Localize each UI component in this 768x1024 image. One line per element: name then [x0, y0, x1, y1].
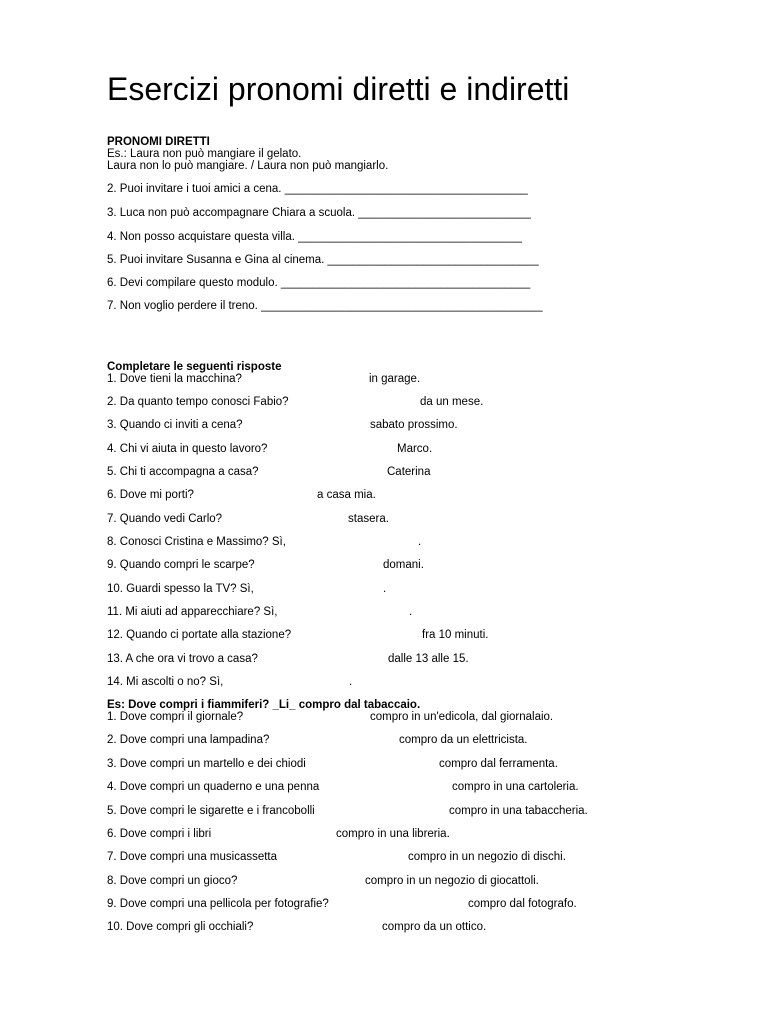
question-text: 12. Quando ci portate alla stazione?	[107, 629, 292, 641]
answer-text: Caterina	[387, 466, 431, 478]
question-text: 5. Chi ti accompagna a casa?	[107, 466, 259, 478]
answer-text: compro in un negozio di dischi.	[408, 851, 566, 863]
answer-text: stasera.	[348, 513, 389, 525]
answer-text: Marco.	[397, 443, 433, 455]
answer-text: a casa mia.	[317, 489, 376, 501]
question-text: 5. Dove compri le sigarette e i francobolli	[107, 805, 315, 817]
page-title: Esercizi pronomi diretti e indiretti	[107, 71, 570, 107]
section1-item: 7. Non voglio perdere il treno. ____________________________________________	[107, 300, 543, 312]
section2-heading: Completare le seguenti risposte	[107, 361, 282, 373]
answer-text: compro in un'edicola, dal giornalaio.	[370, 711, 554, 723]
section1-item: 6. Devi compilare questo modulo. _______________________________________	[107, 277, 531, 289]
answer-text: compro da un elettricista.	[399, 734, 528, 746]
question-text: 10. Dove compri gli occhiali?	[107, 921, 254, 933]
question-text: 9. Quando compri le scarpe?	[107, 559, 255, 571]
answer-text: compro in un negozio di giocattoli.	[365, 875, 539, 887]
section3-heading: Es: Dove compri i fiammiferi? _Li_ compro dal tabaccaio.	[107, 699, 421, 711]
answer-text: compro dal ferramenta.	[439, 758, 558, 770]
question-text: 8. Dove compri un gioco?	[107, 875, 238, 887]
section1-item: 4. Non posso acquistare questa villa. ___________________________________	[107, 231, 522, 243]
section1-example-line2: Laura non lo può mangiare. / Laura non può mangiarlo.	[107, 160, 389, 172]
answer-text: sabato prossimo.	[370, 419, 458, 431]
answer-text: compro in una tabaccheria.	[449, 805, 588, 817]
answer-text: compro in una cartoleria.	[452, 781, 579, 793]
question-text: 9. Dove compri una pellicola per fotografie?	[107, 898, 329, 910]
answer-text: compro dal fotografo.	[468, 898, 577, 910]
question-text: 4. Dove compri un quaderno e una penna	[107, 781, 320, 793]
question-text: 2. Da quanto tempo conosci Fabio?	[107, 396, 289, 408]
question-text: 4. Chi vi aiuta in questo lavoro?	[107, 443, 268, 455]
answer-text: .	[349, 676, 353, 688]
answer-text: compro da un ottico.	[382, 921, 487, 933]
question-text: 3. Dove compri un martello e dei chiodi	[107, 758, 306, 770]
answer-text: in garage.	[369, 373, 421, 385]
section1-heading: PRONOMI DIRETTI	[107, 136, 210, 148]
question-text: 10. Guardi spesso la TV? Sì,	[107, 583, 254, 595]
question-text: 2. Dove compri una lampadina?	[107, 734, 270, 746]
question-text: 8. Conosci Cristina e Massimo? Sì,	[107, 536, 286, 548]
question-text: 6. Dove mi porti?	[107, 489, 194, 501]
question-text: 6. Dove compri i libri	[107, 828, 212, 840]
question-text: 14. Mi ascolti o no? Sì,	[107, 676, 224, 688]
section1-item: 5. Puoi invitare Susanna e Gina al cinema. _________________________________	[107, 254, 539, 266]
question-text: 7. Quando vedi Carlo?	[107, 513, 223, 525]
section1-example-line1: Es.: Laura non può mangiare il gelato.	[107, 148, 302, 160]
question-text: 7. Dove compri una musicassetta	[107, 851, 278, 863]
question-text: 1. Dove tieni la macchina?	[107, 373, 242, 385]
question-text: 1. Dove compri il giornale?	[107, 711, 244, 723]
question-text: 13. A che ora vi trovo a casa?	[107, 653, 258, 665]
question-text: 3. Quando ci inviti a cena?	[107, 419, 243, 431]
answer-text: domani.	[383, 559, 424, 571]
question-text: 11. Mi aiuti ad apparecchiare? Sì,	[107, 606, 278, 618]
answer-text: .	[418, 536, 422, 548]
answer-text: compro in una libreria.	[336, 828, 450, 840]
section1-item: 3. Luca non può accompagnare Chiara a scuola. ___________________________	[107, 207, 531, 219]
section1-item: 2. Puoi invitare i tuoi amici a cena. ______________________________________	[107, 183, 528, 195]
answer-text: da un mese.	[420, 396, 484, 408]
answer-text: dalle 13 alle 15.	[388, 653, 469, 665]
answer-text: fra 10 minuti.	[422, 629, 489, 641]
answer-text: .	[409, 606, 413, 618]
answer-text: .	[383, 583, 387, 595]
